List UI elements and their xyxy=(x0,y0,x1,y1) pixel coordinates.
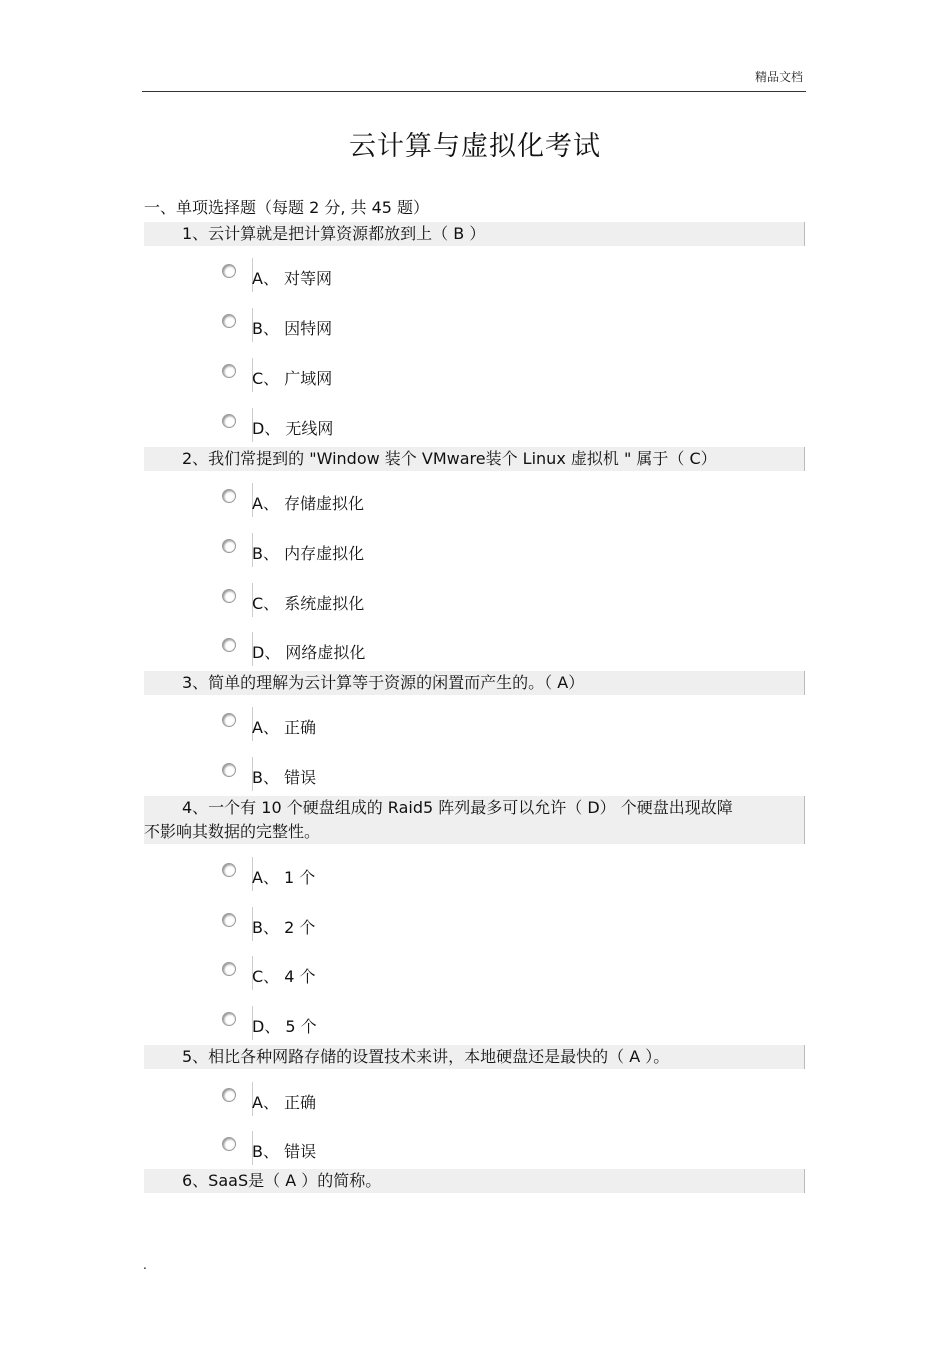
option-2d[interactable] xyxy=(218,636,518,670)
option-label: B、 错误 xyxy=(252,1142,317,1161)
option-label: C、 广域网 xyxy=(252,369,333,388)
question-text: 5、相比各种网路存储的设置技术来讲，本地硬盘还是最快的（ A ）。 xyxy=(182,1047,670,1066)
question-text: 1、云计算就是把计算资源都放到上（ B ） xyxy=(182,224,486,243)
option-4d[interactable] xyxy=(218,1010,518,1044)
option-label: C、 4 个 xyxy=(252,967,316,986)
option-label: A、 1 个 xyxy=(252,868,316,887)
option-4b[interactable] xyxy=(218,911,518,945)
question-text: 4、一个有 10 个硬盘组成的 Raid5 阵列最多可以允许（ D） 个硬盘出现故障 xyxy=(182,798,733,817)
header-rule xyxy=(142,91,806,92)
option-1d[interactable] xyxy=(218,412,518,446)
radio-icon[interactable] xyxy=(222,1088,236,1102)
question-text: 2、我们常提到的 "Window 装个 VMware装个 Linux 虚拟机 " 属于（ C） xyxy=(182,449,717,468)
question-1 xyxy=(144,222,805,246)
question-text: 6、SaaS是（ A ）的简称。 xyxy=(182,1171,382,1190)
radio-icon[interactable] xyxy=(222,638,236,652)
option-4c[interactable] xyxy=(218,960,518,994)
option-1a[interactable] xyxy=(218,262,518,296)
page-title: 云计算与虚拟化考试 xyxy=(349,131,601,162)
question-5 xyxy=(144,1045,805,1069)
question-6 xyxy=(144,1169,805,1193)
radio-icon[interactable] xyxy=(222,763,236,777)
question-text: 3、简单的理解为云计算等于资源的闲置而产生的。（ A） xyxy=(182,673,585,692)
option-3a[interactable] xyxy=(218,711,518,745)
option-label: A、 正确 xyxy=(252,1093,317,1112)
header-tag: 精品文档 xyxy=(754,70,803,84)
option-label: B、 因特网 xyxy=(252,319,333,338)
option-label: B、 内存虚拟化 xyxy=(252,544,365,563)
option-4a[interactable] xyxy=(218,861,518,895)
radio-icon[interactable] xyxy=(222,863,236,877)
option-1c[interactable] xyxy=(218,362,518,396)
option-2b[interactable] xyxy=(218,537,518,571)
option-2c[interactable] xyxy=(218,587,518,621)
option-2a[interactable] xyxy=(218,487,518,521)
option-label: A、 存储虚拟化 xyxy=(252,494,365,513)
question-2 xyxy=(144,447,805,471)
radio-icon[interactable] xyxy=(222,1137,236,1151)
option-label: D、 5 个 xyxy=(252,1017,317,1036)
radio-icon[interactable] xyxy=(222,913,236,927)
option-1b[interactable] xyxy=(218,312,518,346)
question-4 xyxy=(144,796,805,844)
radio-icon[interactable] xyxy=(222,414,236,428)
option-5a[interactable] xyxy=(218,1086,518,1120)
radio-icon[interactable] xyxy=(222,589,236,603)
question-text-line2: 不影响其数据的完整性。 xyxy=(144,822,321,841)
option-label: D、 无线网 xyxy=(252,419,334,438)
option-label: A、 正确 xyxy=(252,718,317,737)
radio-icon[interactable] xyxy=(222,539,236,553)
option-label: B、 2 个 xyxy=(252,918,316,937)
footer-mark: . xyxy=(143,1258,147,1272)
section-heading: 一、单项选择题（每题 2 分, 共 45 题） xyxy=(144,198,430,217)
option-label: C、 系统虚拟化 xyxy=(252,594,365,613)
radio-icon[interactable] xyxy=(222,364,236,378)
radio-icon[interactable] xyxy=(222,713,236,727)
radio-icon[interactable] xyxy=(222,264,236,278)
option-label: D、 网络虚拟化 xyxy=(252,643,366,662)
option-3b[interactable] xyxy=(218,761,518,795)
question-3 xyxy=(144,671,805,695)
radio-icon[interactable] xyxy=(222,489,236,503)
radio-icon[interactable] xyxy=(222,314,236,328)
option-label: B、 错误 xyxy=(252,768,317,787)
option-5b[interactable] xyxy=(218,1135,518,1169)
radio-icon[interactable] xyxy=(222,1012,236,1026)
radio-icon[interactable] xyxy=(222,962,236,976)
option-label: A、 对等网 xyxy=(252,269,333,288)
